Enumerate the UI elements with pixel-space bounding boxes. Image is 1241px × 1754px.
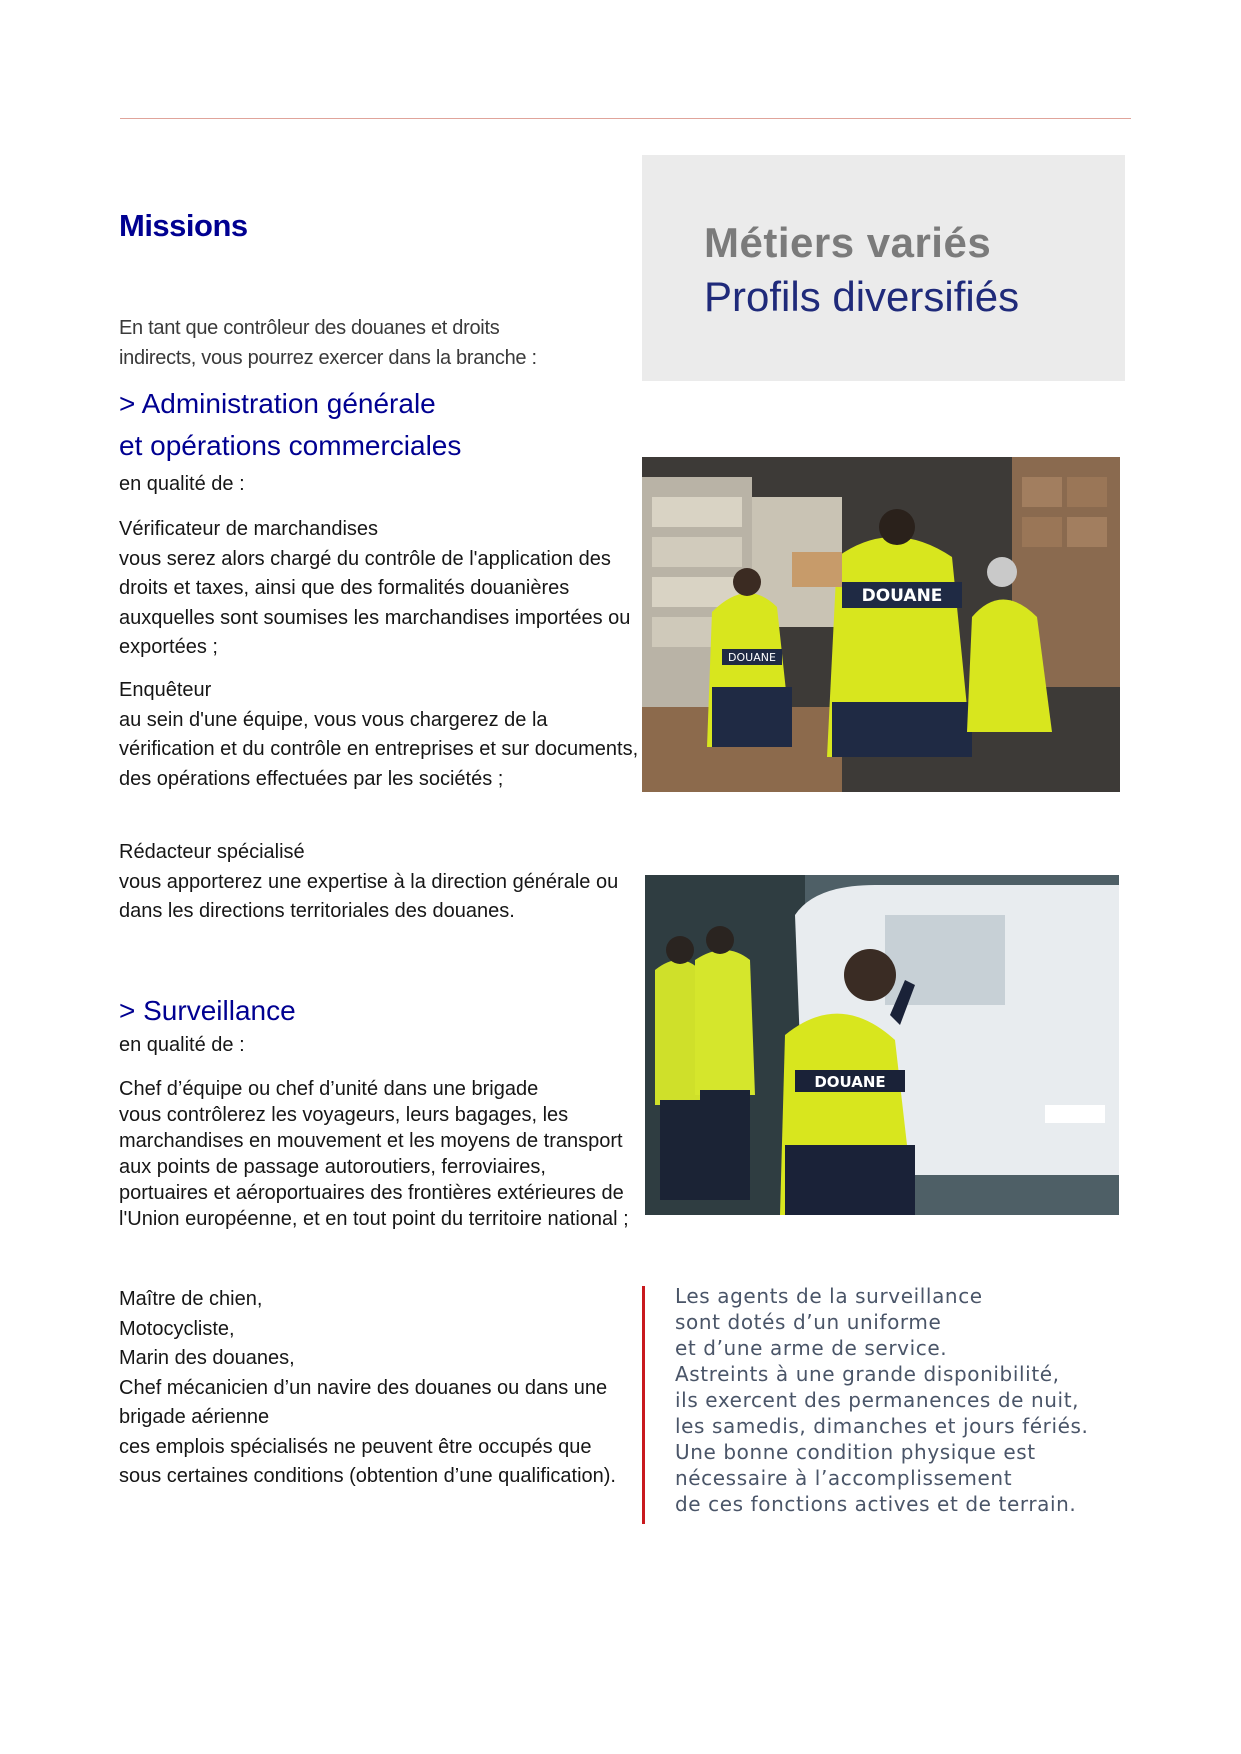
role-verificateur [119,515,639,663]
role-description: vous serez alors chargé du contrôle de l'application des droits et taxes, ainsi que des formalités douanières auxquelles sont soumises les marchandises importées ou exportées ; [119,547,631,658]
role-redacteur [119,838,639,927]
vest-text: DOUANE [728,651,776,664]
page-title: Missions [119,208,248,243]
banner-box [642,155,1125,381]
photo-warehouse-inspection [642,457,1120,792]
specialized-note: ces emplois spécialisés ne peuvent être occupés que sous certaines conditions (obtention d’une qualification). [119,1435,616,1487]
intro-line: indirects, vous pourrez exercer dans la branche : [119,347,537,369]
quote-line: de ces fonctions actives et de terrain. [675,1492,1077,1516]
admin-qualite: en qualité de : [119,473,245,495]
top-divider [120,118,1131,119]
surveillance-heading: > Surveillance [119,995,296,1026]
quote-line: Une bonne condition physique est [675,1440,1036,1464]
vest-text: DOUANE [861,586,943,606]
intro-text [119,313,619,373]
quote-line: les samedis, dimanches et jours fériés. [675,1414,1089,1438]
quote-accent-bar [642,1286,645,1524]
role-title: Vérificateur de marchandises [119,518,379,540]
road-control-illustration [645,875,1119,1215]
admin-heading-line2: et opérations commerciales [119,430,462,461]
role-description: vous contrôlerez les voyageurs, leurs bagages, les marchandises en mouvement et les moyens de transport aux points de passage autoroutiers, ferroviaires, portuaires et aéroportuaires des frontières extérieures de l'Union européenne, et en tout point du territoire national ; [119,1104,629,1230]
quote-line: sont dotés d’un uniforme [675,1310,942,1334]
surveillance-quote [675,1283,1135,1517]
admin-heading-line1: > Administration générale [119,388,436,419]
specialized-item: Chef mécanicien d’un navire des douanes ou dans une brigade aérienne [119,1376,608,1428]
role-enqueteur [119,676,639,794]
surveillance-qualite: en qualité de : [119,1034,245,1056]
role-description: au sein d'une équipe, vous vous chargerez de la vérification et du contrôle en entreprises et sur documents, des opérations effectuées par les sociétés ; [119,708,639,790]
specialized-item: Motocycliste, [119,1317,235,1340]
specialized-jobs [119,1285,639,1492]
vest-text: DOUANE [814,1073,886,1091]
photo-road-control [645,875,1119,1215]
quote-line: nécessaire à l’accomplissement [675,1466,1013,1490]
role-title: Enquêteur [119,679,212,701]
warehouse-illustration [642,457,1120,792]
quote-line: ils exercent des permanences de nuit, [675,1388,1080,1412]
specialized-item: Maître de chien, [119,1288,263,1310]
quote-line: et d’une arme de service. [675,1336,948,1360]
quote-line: Les agents de la surveillance [675,1284,983,1308]
role-title: Rédacteur spécialisé [119,841,305,863]
role-title: Chef d’équipe ou chef d’unité dans une brigade [119,1078,539,1100]
banner-line1: Métiers variés [704,219,992,266]
banner-line2: Profils diversifiés [704,273,1020,320]
intro-line: En tant que contrôleur des douanes et droits [119,317,500,339]
specialized-item: Marin des douanes, [119,1347,295,1369]
role-description: vous apporterez une expertise à la direction générale ou dans les directions territoriales des douanes. [119,870,619,922]
role-chef-equipe [119,1076,639,1232]
admin-heading [119,383,461,467]
quote-line: Astreints à une grande disponibilité, [675,1362,1060,1386]
